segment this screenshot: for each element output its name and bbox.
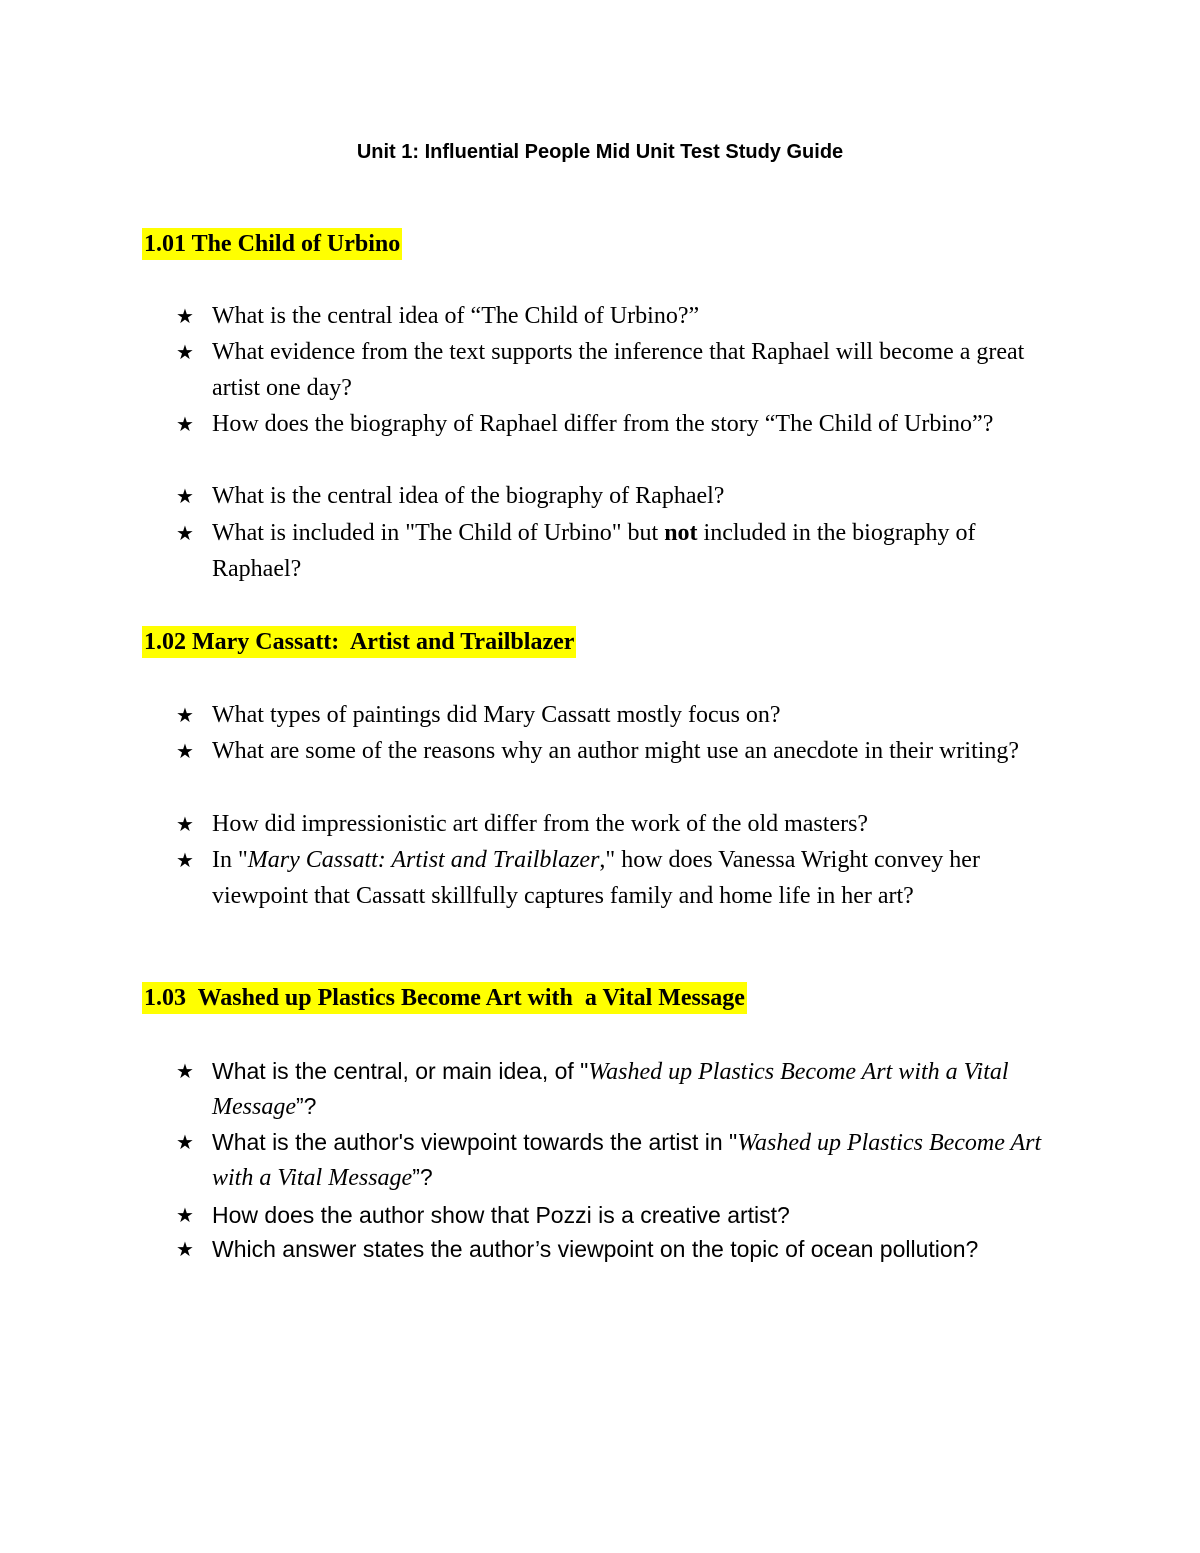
page-title: Unit 1: Influential People Mid Unit Test Study Guide [356, 141, 844, 163]
question-item: ★ In "Mary Cassatt: Artist and Trailblazer," how does Vanessa Wright convey her viewpoint that Cassatt skillfully captures family and home life in her art? [176, 842, 1066, 914]
star-bullet-icon: ★ [176, 1237, 194, 1261]
question-item: ★ What is the central, or main idea, of "Washed up Plastics Become Art with a Vital Message”? [176, 1054, 1066, 1124]
section-heading-1-01: 1.01 The Child of Urbino [142, 228, 402, 260]
star-bullet-icon: ★ [176, 304, 194, 328]
emphasis-not: not [664, 520, 698, 546]
question-item: ★ How did impressionistic art differ from the work of the old masters? [176, 806, 1066, 842]
question-item: ★ What is the author's viewpoint towards the artist in "Washed up Plastics Become Art with a Vital Message”? [176, 1125, 1066, 1195]
star-bullet-icon: ★ [176, 340, 194, 364]
star-bullet-icon: ★ [176, 484, 194, 508]
question-item: ★ What is included in "The Child of Urbino" but not included in the biography of Raphael? [176, 515, 1066, 587]
star-bullet-icon: ★ [176, 812, 194, 836]
star-bullet-icon: ★ [176, 703, 194, 727]
star-bullet-icon: ★ [176, 521, 194, 545]
section-heading-1-03: 1.03 Washed up Plastics Become Art with a Vital Message [142, 982, 747, 1014]
article-title: Washed up Plastics Become Art with a Vital Message [212, 1059, 1009, 1120]
question-item: ★ How does the author show that Pozzi is a creative artist? [176, 1198, 1066, 1232]
question-item: ★ What types of paintings did Mary Cassatt mostly focus on? [176, 697, 1066, 733]
question-item: ★ What are some of the reasons why an author might use an anecdote in their writing? [176, 733, 1066, 769]
star-bullet-icon: ★ [176, 1130, 194, 1154]
star-bullet-icon: ★ [176, 412, 194, 436]
star-bullet-icon: ★ [176, 1059, 194, 1083]
star-bullet-icon: ★ [176, 1203, 194, 1227]
article-title: Mary Cassatt: Artist and Trailblazer [247, 847, 600, 873]
question-item: ★ What evidence from the text supports the inference that Raphael will become a great artist one day? [176, 334, 1066, 406]
question-item: ★ What is the central idea of “The Child of Urbino?” [176, 298, 1066, 334]
question-item: ★ What is the central idea of the biography of Raphael? [176, 478, 1066, 514]
question-item: ★ Which answer states the author’s viewpoint on the topic of ocean pollution? [176, 1232, 1066, 1266]
star-bullet-icon: ★ [176, 848, 194, 872]
article-title: Washed up Plastics Become Art with a Vital Message [212, 1130, 1042, 1191]
star-bullet-icon: ★ [176, 739, 194, 763]
question-item: ★ How does the biography of Raphael differ from the story “The Child of Urbino”? [176, 406, 1066, 442]
section-heading-1-02: 1.02 Mary Cassatt: Artist and Trailblazer [142, 626, 576, 658]
